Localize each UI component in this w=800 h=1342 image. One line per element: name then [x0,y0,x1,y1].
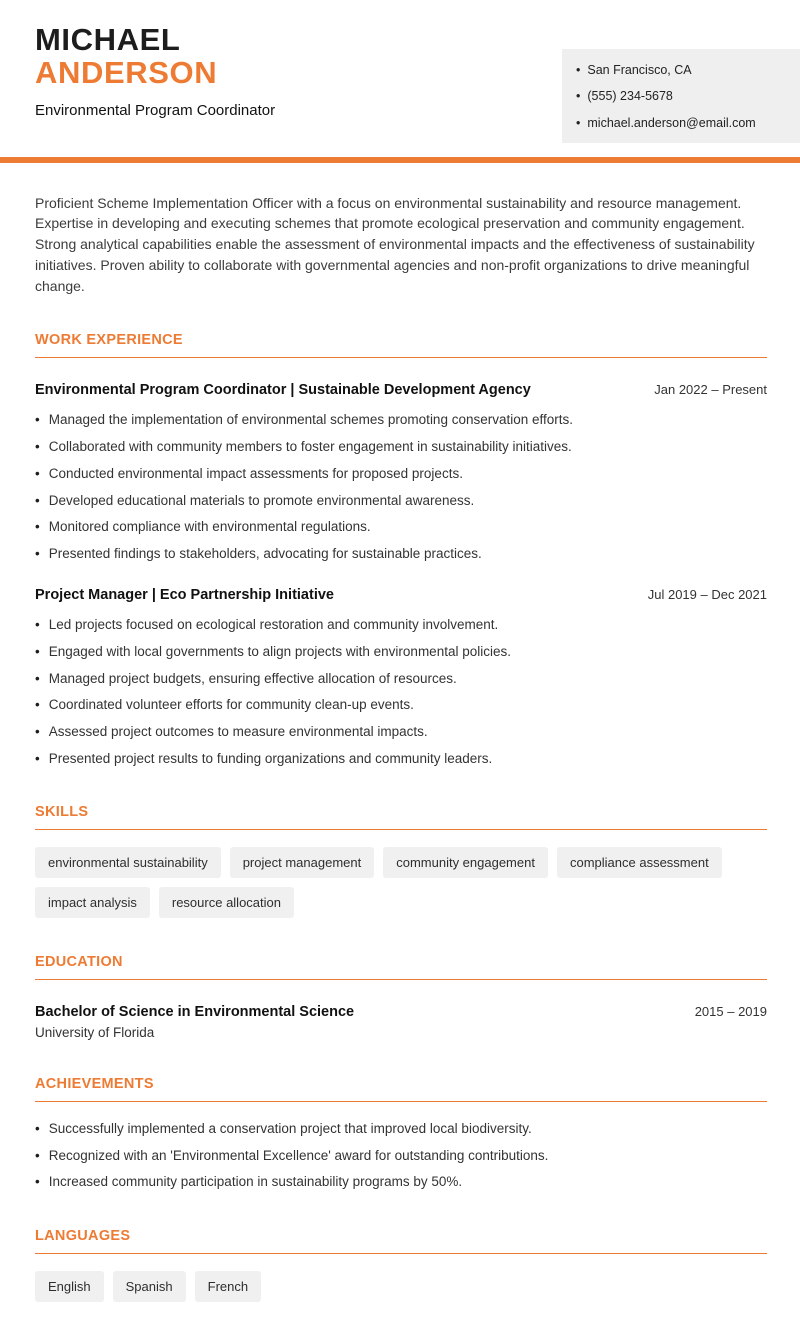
contact-email-text: • michael.anderson@email.com [587,115,756,130]
achievement-bullet: • Successfully implemented a conservation project that improved local biodiversity. [35,1120,767,1138]
job-bullet: • Managed the implementation of environmental schemes promoting conservation efforts. [35,411,767,429]
contact-phone [576,88,784,104]
contact-card [562,49,800,143]
job-bullet-list [35,616,767,768]
job-header-row [35,587,767,603]
job-title: Environmental Program Coordinator | Sustainable Development Agency [35,382,531,399]
job-bullet: • Assessed project outcomes to measure environmental impacts. [35,723,767,741]
education-degree: Bachelor of Science in Environmental Science [35,1003,355,1020]
accent-divider-bar [0,157,800,163]
education-heading: EDUCATION [35,954,767,980]
language-pill: Spanish [113,1271,186,1302]
skill-pill: project management [230,847,375,878]
job-entry [35,382,767,563]
header-name-block [35,24,275,119]
skills-heading: SKILLS [35,804,767,830]
job-bullet: • Engaged with local governments to align projects with environmental policies. [35,643,767,661]
job-bullet: • Presented findings to stakeholders, advocating for sustainable practices. [35,545,767,563]
job-bullet: • Monitored compliance with environmental regulations. [35,518,767,536]
education-school: University of Florida [35,1024,155,1040]
language-pill: French [195,1271,261,1302]
education-entry [35,1004,767,1040]
contact-location [576,62,784,78]
person-name [35,24,275,89]
job-bullet: • Managed project budgets, ensuring effective allocation of resources. [35,670,767,688]
skill-pill-list [35,847,767,918]
achievements-heading: ACHIEVEMENTS [35,1076,767,1102]
education-dates: 2015 – 2019 [694,1003,767,1019]
skill-pill: compliance assessment [557,847,722,878]
skill-pill: environmental sustainability [35,847,221,878]
resume-body [0,193,800,1342]
skill-pill: impact analysis [35,887,150,918]
achievement-bullet: • Recognized with an 'Environmental Excellence' award for outstanding contributions. [35,1147,767,1165]
contact-email [576,115,784,131]
section-languages [35,1228,767,1302]
achievement-bullet: • Increased community participation in sustainability programs by 50%. [35,1173,767,1191]
header-job-title: Environmental Program Coordinator [35,102,276,120]
education-header-row [35,1004,767,1020]
resume-header [0,0,800,143]
contact-location-text: • San Francisco, CA [587,63,692,77]
job-dates: Jan 2022 – Present [654,382,767,398]
section-work-experience [35,332,767,768]
job-bullet: • Conducted environmental impact assessments for proposed projects. [35,465,767,483]
job-bullet-list [35,411,767,563]
language-pill-list [35,1271,767,1302]
job-bullet: • Developed educational materials to promote environmental awareness. [35,492,767,510]
work-experience-heading: WORK EXPERIENCE [35,332,767,358]
languages-heading: LANGUAGES [35,1228,767,1254]
last-name: ANDERSON [35,54,218,90]
job-title: Project Manager | Eco Partnership Initiative [35,587,334,604]
achievement-list [35,1120,767,1192]
job-list [35,382,767,768]
contact-phone-text: • (555) 234-5678 [587,89,673,104]
job-bullet: • Collaborated with community members to foster engagement in sustainability initiatives. [35,438,767,456]
job-bullet: • Presented project results to funding organizations and community leaders. [35,750,767,768]
summary-paragraph: Proficient Scheme Implementation Officer with a focus on environmental sustainability and resource management. Expertise in developing and executing schemes that promote ecological preservation and community engagement. Strong analytical capabilities enable the assessment of environmental impacts and the effectiveness of sustainability initiatives. Proven ability to collaborate with governmental agencies and non-profit organizations to drive meaningful change. [35,194,755,294]
job-bullet: • Led projects focused on ecological restoration and community involvement. [35,616,767,634]
language-pill: English [35,1271,104,1302]
skill-pill: community engagement [383,847,548,878]
job-entry [35,587,767,768]
job-dates: Jul 2019 – Dec 2021 [647,587,767,603]
section-skills [35,804,767,918]
job-header-row [35,382,767,398]
skill-pill: resource allocation [159,887,294,918]
section-achievements [35,1076,767,1192]
job-bullet: • Coordinated volunteer efforts for community clean-up events. [35,696,767,714]
first-name: MICHAEL [35,22,181,57]
section-education [35,954,767,1040]
